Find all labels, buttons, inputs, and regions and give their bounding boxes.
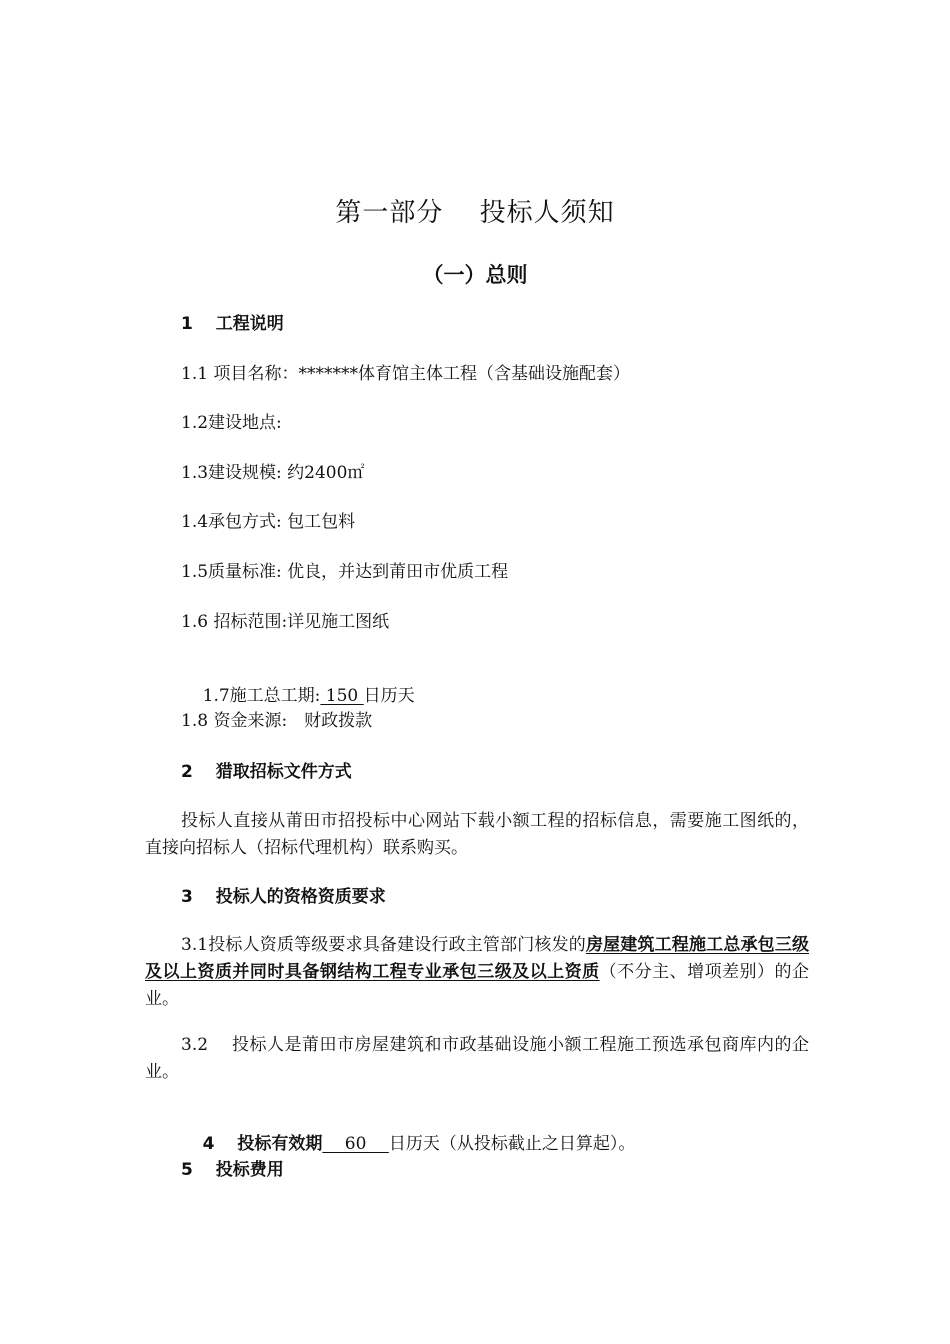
page-title: 第一部分 投标人须知 (335, 198, 615, 228)
item-contract-method: 1.4承包方式: 包工包料 (181, 512, 356, 532)
item-construction-scale: 1.3建设规模: 约2400㎡ (181, 463, 365, 483)
heading-project-description: 1 工程说明 (181, 314, 284, 334)
qualification-text-prefix: 3.1投标人资质等级要求具备建设行政主管部门核发的 (181, 935, 586, 955)
paragraph-qualification-3-1 (145, 932, 809, 1013)
item-quality-standard: 1.5质量标准: 优良，并达到莆田市优质工程 (181, 562, 509, 582)
item-construction-site: 1.2建设地点: (181, 413, 282, 433)
heading-bid-cost: 5 投标费用 (181, 1160, 284, 1180)
bid-validity-value: 60 (322, 1134, 389, 1154)
heading-qualification: 3 投标人的资格资质要求 (181, 887, 386, 907)
bid-validity-label: 4 投标有效期 (202, 1134, 323, 1154)
qualification-emphasis: 房屋建筑工程施工总承包三级及以上资质并同时具备钢结构工程专业承包三级及以上资质 (145, 935, 809, 982)
paragraph-qualification-3-2: 3.2 投标人是莆田市房屋建筑和市政基础设施小额工程施工预选承包商库内的企业。 (145, 1035, 809, 1082)
section-subtitle: （一）总则 (422, 263, 528, 287)
item-project-name: 1.1 项目名称：*******体育馆主体工程（含基础设施配套） (181, 364, 630, 384)
construction-period-label: 1.7施工总工期: (202, 686, 321, 706)
bid-validity-suffix: 日历天（从投标截止之日算起）。 (388, 1134, 636, 1154)
qualification-text-suffix: （不分主、增项差别）的企业。 (145, 962, 810, 1009)
item-fund-source: 1.8 资金来源: 财政拨款 (181, 711, 373, 731)
construction-period-unit: 日历天 (363, 686, 415, 706)
item-tender-scope: 1.6 招标范围:详见施工图纸 (181, 612, 390, 632)
paragraph-obtain-documents: 投标人直接从莆田市招投标中心网站下载小额工程的招标信息，需要施工图纸的，直接向招标人（招标代理机构）联系购买。 (145, 811, 809, 858)
heading-obtain-documents: 2 猎取招标文件方式 (181, 762, 352, 782)
construction-period-value: 150 (320, 686, 364, 706)
